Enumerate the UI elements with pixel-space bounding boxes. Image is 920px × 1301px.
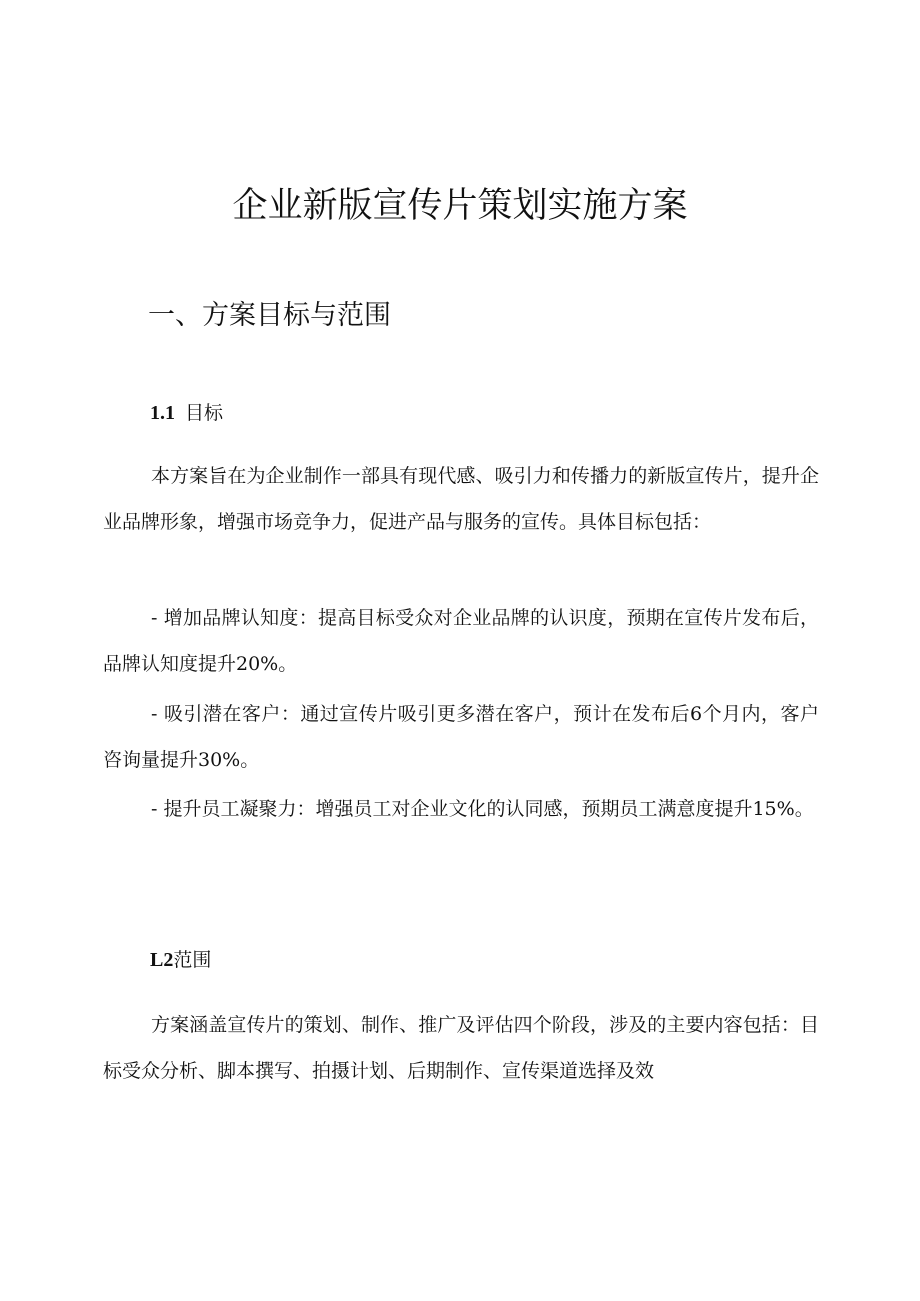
subsection-1-1-heading	[150, 398, 223, 425]
subsection-title: 目标	[185, 402, 224, 424]
section-heading: 一、方案目标与范围	[148, 300, 391, 331]
goal-item-brand-awareness: - 增加品牌认知度：提高目标受众对企业品牌的认识度，预期在宣传片发布后，品牌认知度提升20%。	[103, 607, 819, 675]
goal-item-employee-cohesion: - 提升员工凝聚力：增强员工对企业文化的认同感，预期员工满意度提升15%。	[151, 798, 814, 820]
goal-intro-paragraph: 本方案旨在为企业制作一部具有现代感、吸引力和传播力的新版宣传片，提升企业品牌形象，增强市场竞争力，促进产品与服务的宣传。具体目标包括：	[103, 465, 819, 533]
document-title: 企业新版宣传片策划实施方案	[232, 186, 688, 226]
scope-paragraph: 方案涵盖宣传片的策划、制作、推广及评估四个阶段，涉及的主要内容包括：目标受众分析、脚本撰写、拍摄计划、后期制作、宣传渠道选择及效	[103, 1014, 819, 1082]
goal-item-potential-customers: - 吸引潜在客户：通过宣传片吸引更多潜在客户，预计在发布后6个月内，客户咨询量提升30%。	[103, 703, 819, 771]
subsection-number: 1.1	[150, 402, 175, 424]
subsection-title: 范围	[173, 949, 212, 971]
subsection-number: L2	[150, 949, 174, 971]
subsection-1-2-heading	[150, 945, 211, 972]
